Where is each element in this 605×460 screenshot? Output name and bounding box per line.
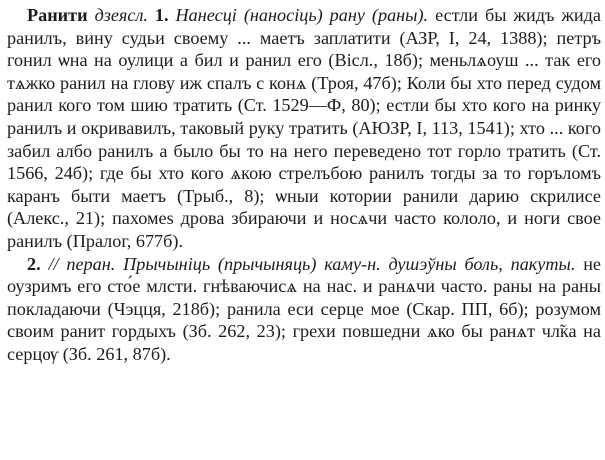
sense-citations-1: естли бы жидъ жида ранилъ, вину судьи своему ... маетъ заплатити (АЗР, I, 24, 1388); петръ гонил ѡна на оулици а бил и ранил его (Вісл., 18б); меньлѧоуш ... так его тѧжко ранил на глову иж спалъ с конѧ (Троя, 47б); Коли бы хто перед судом ранил кого том шию тратить (Ст. 1529—Ф, 80); естли бы хто кого на ринку ранилъ и окривавилъ, таковый руку тратить (АЮЗР, I, 113, 1541); хто ... кого забил албо ранилъ а было бы то на него переведено тот горло тратить (Ст. 1566, 24б); где бы хто кого ѧкою стрелъбою ранилъ тогды за то горъломъ каранъ быти маетъ (Трыб., 8); ѡныи котории ранили дарию скрилисе (Алекс., 21); пахомеѕ дрова збираючи и носѧчи часто кололо, и ноги свое ранилъ (Пралог, 677б).: [7, 5, 601, 251]
sense-number-1: 1.: [154, 5, 169, 25]
sense-1-paragraph: [7, 4, 601, 253]
sense-definition-2: // перан. Прычыніць (прычыняць) каму-н. душэўны боль, пакуты.: [48, 253, 576, 274]
grammar-label: дзеясл.: [94, 5, 148, 25]
sense-number-2: 2.: [27, 253, 41, 274]
sense-citations-2: не оузримъ его сто́е млсти. гнѣваючисѧ на нас. и ранѧчи часто. раны на раны покладаючи (Чэцця, 218б); ранила еси серце мое (Скар. ПП, 6б); розумом своим ранит гордыхъ (Зб. 262, 23); грехи повшедни ѧко бы ранѧт чл̃ка на серцѹ (Зб. 261, 87б).: [7, 253, 601, 364]
sense-2-paragraph: [7, 253, 601, 366]
headword: Ранити: [27, 5, 88, 25]
sense-definition-1: Нанесці (наносіць) рану (раны).: [175, 5, 429, 25]
